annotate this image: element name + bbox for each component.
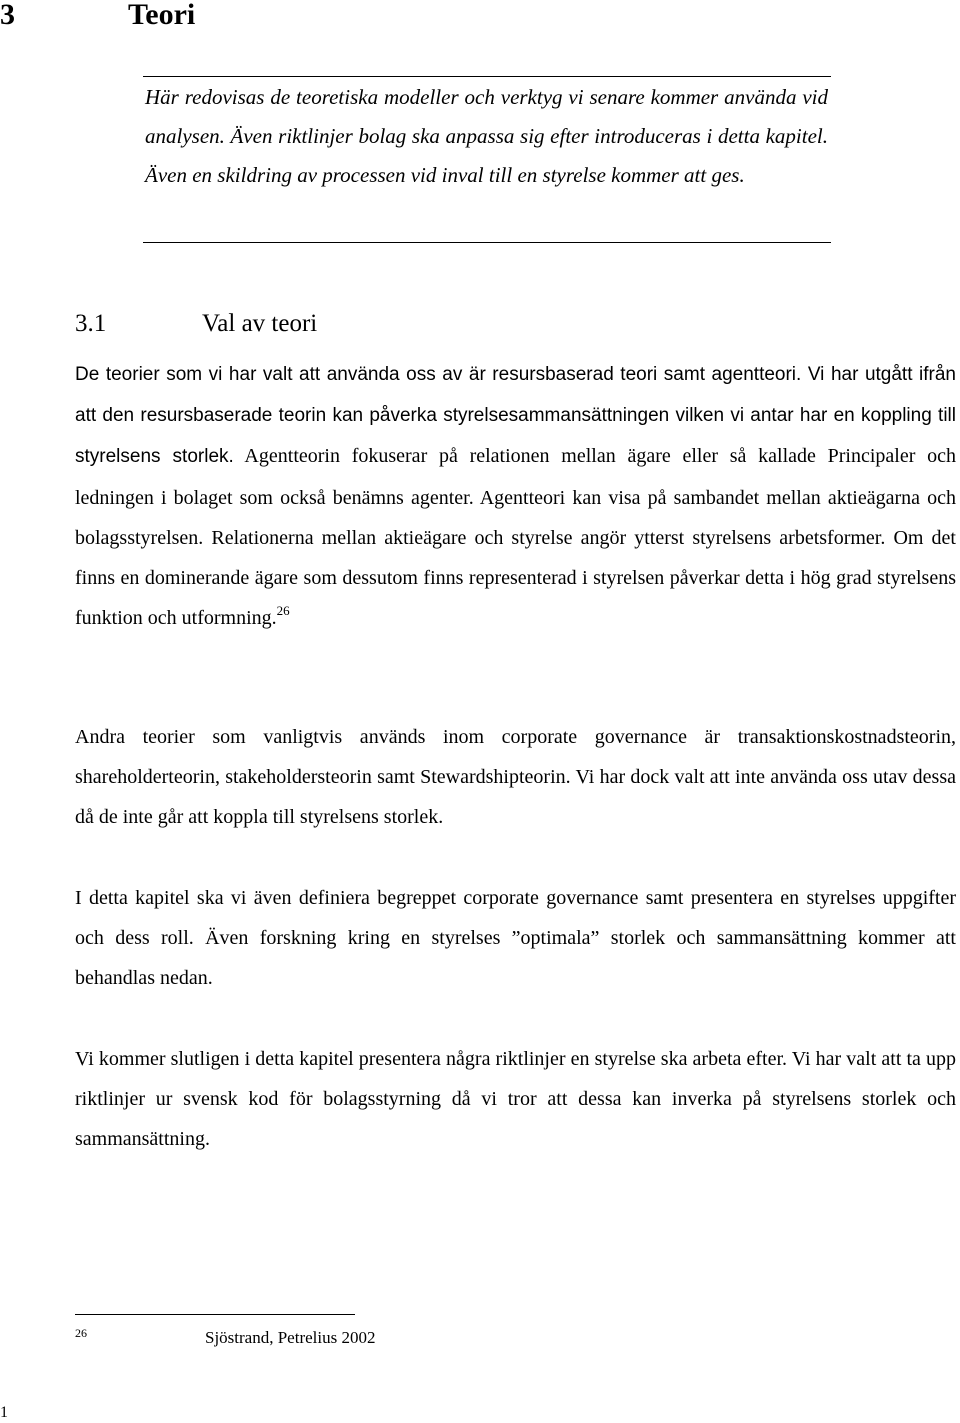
chapter-heading — [0, 0, 195, 30]
paragraph-guidelines: Vi kommer slutligen i detta kapitel presentera några riktlinjer en styrelse ska arbeta efter. Vi har valt att ta upp riktlinjer ur svensk kod för bolagsstyrning då vi tror att dessa kan inverka på styrelsens storlek och sammansättning. — [75, 1048, 956, 1151]
paragraph-theory-choice-part-2: Agentteorin fokuserar på relationen mellan ägare eller så kallade Principaler och ledningen i bolaget som också benämns agenter. Agentteori kan visa på sambandet mellan aktieägarna och bolagsstyrelsen. Relationerna mellan aktieägare och styrelse angör ytterst styrelsens arbetsformer. Om det finns en dominerande ägare som dessutom finns representerad i styrelsen påverkar detta i hög grad styrelsens funktion och utformning. — [75, 445, 957, 630]
footnote-text: Sjöstrand, Petrelius 2002 — [205, 1328, 376, 1347]
footnote-number: 26 — [75, 1326, 87, 1340]
chapter-number: 3 — [0, 0, 15, 31]
paragraph-other-theories: Andra teorier som vanligtvis används inom corporate governance är transaktionskostnadsteorin, shareholderteorin, stakeholdersteorin samt Stewardshipteorin. Vi har dock valt att inte använda oss utav dessa då de inte går att koppla till styrelsens storlek. — [75, 726, 956, 829]
intro-bottom-rule — [143, 242, 831, 243]
paragraph-chapter-content: I detta kapitel ska vi även definiera begreppet corporate governance samt presentera en styrelses uppgifter och dess roll. Även forskning kring en styrelses ”optimala” storlek och sammansättning kommer att behandlas nedan. — [75, 887, 956, 990]
section-heading — [75, 307, 317, 341]
page-number: 1 — [0, 1404, 8, 1421]
paragraph-theory-choice — [75, 354, 956, 638]
chapter-title: Teori — [128, 0, 196, 31]
section-number: 3.1 — [75, 310, 107, 337]
paragraph-theory-choice-part-1: De teorier som vi har valt att använda oss av är resursbaserad teori samt agentteori. Vi har utgått ifrån att den resursbaserade teorin kan påverka styrelsesammansättningen vilken vi antar har en koppling till styrelsens storlek. — [75, 364, 956, 468]
footnote — [75, 1322, 375, 1349]
footnote-separator — [75, 1314, 355, 1315]
section-title: Val av teori — [202, 310, 318, 337]
chapter-intro: Här redovisas de teoretiska modeller och verktyg vi senare kommer använda vid analysen. Även riktlinjer bolag ska anpassa sig efter introduceras i detta kapitel. Även en skildring av processen vid inval till en styrelse kommer att ges. — [145, 85, 828, 187]
footnote-reference: 26 — [276, 602, 290, 618]
intro-top-rule — [143, 76, 831, 77]
